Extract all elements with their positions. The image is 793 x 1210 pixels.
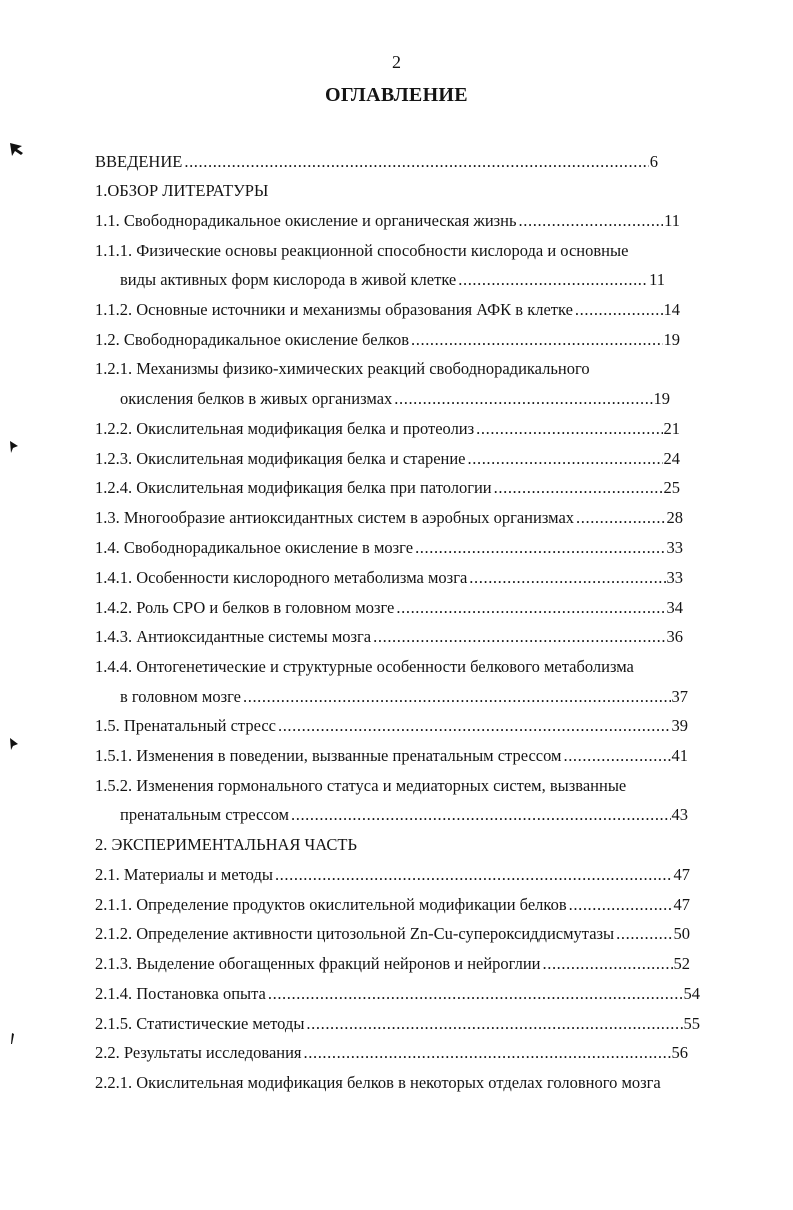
toc-entry[interactable]: 1.2.4. Окислительная модификация белка при патологии ..... 25 bbox=[95, 478, 680, 504]
toc-entry[interactable]: 1.5.1. Изменения в поведении, вызванные пренатальным стрессом ..... 41 bbox=[95, 746, 688, 772]
toc-entry[interactable]: 1.2.2. Окислительная модификация белка и протеолиз ..... 21 bbox=[95, 419, 680, 445]
scan-mark-icon bbox=[8, 737, 20, 751]
page-title: ОГЛАВЛЕНИЕ bbox=[325, 84, 468, 106]
toc-entry[interactable]: 2.2. Результаты исследования ..... 56 bbox=[95, 1043, 688, 1069]
toc-entry[interactable]: 2.1.1. Определение продуктов окислительной модификации белков ..... 47 bbox=[95, 895, 690, 921]
scan-mark-icon bbox=[8, 142, 26, 158]
toc-entry[interactable]: 2.1.3. Выделение обогащенных фракций нейронов и нейроглии ..... 52 bbox=[95, 954, 690, 980]
toc-entry[interactable]: 2.1. Материалы и методы ..... 47 bbox=[95, 865, 690, 891]
toc-section-heading[interactable]: 2. ЭКСПЕРИМЕНТАЛЬНАЯ ЧАСТЬ bbox=[95, 835, 357, 854]
page-number: 2 bbox=[392, 52, 401, 72]
toc-entry[interactable]: 2.1.5. Статистические методы ..... 55 bbox=[95, 1014, 700, 1040]
toc-entry[interactable]: ВВЕДЕНИЕ ..... 6 bbox=[95, 152, 658, 178]
toc-entry[interactable]: 1.1.2. Основные источники и механизмы образования АФК в клетке ..... 14 bbox=[95, 300, 680, 326]
toc-entry-continuation[interactable]: виды активных форм кислорода в живой клетке ..... 11 bbox=[120, 270, 665, 296]
toc-entry[interactable]: 1.1. Свободнорадикальное окисление и органическая жизнь ..... 11 bbox=[95, 211, 680, 237]
toc-entry[interactable]: 1.4.3. Антиоксидантные системы мозга ..... 36 bbox=[95, 627, 683, 653]
toc-entry[interactable]: 1.5. Пренатальный стресс ..... 39 bbox=[95, 716, 688, 742]
toc-entry-continuation[interactable]: в головном мозге ..... 37 bbox=[120, 687, 688, 713]
toc-entry[interactable]: 1.3. Многообразие антиоксидантных систем в аэробных организмах ..... 28 bbox=[95, 508, 683, 534]
toc-entry[interactable]: 2.2.1. Окислительная модификация белков в некоторых отделах головного мозга bbox=[95, 1073, 661, 1092]
toc-entry[interactable]: 2.1.2. Определение активности цитозольной Zn-Cu-супероксиддисмутазы ..... 50 bbox=[95, 924, 690, 950]
toc-entry[interactable]: 2.1.4. Постановка опыта ..... 54 bbox=[95, 984, 700, 1010]
toc-entry[interactable]: 1.2.1. Механизмы физико-химических реакций свободнорадикального bbox=[95, 359, 590, 378]
toc-entry[interactable]: 1.5.2. Изменения гормонального статуса и медиаторных систем, вызванные bbox=[95, 776, 627, 795]
toc-entry[interactable]: 1.4.4. Онтогенетические и структурные особенности белкового метаболизма bbox=[95, 657, 634, 676]
toc-entry[interactable]: 1.4.1. Особенности кислородного метаболизма мозга ..... 33 bbox=[95, 568, 683, 594]
toc-entry[interactable]: 1.2.3. Окислительная модификация белка и старение ..... 24 bbox=[95, 449, 680, 475]
toc-entry-continuation[interactable]: пренатальным стрессом ..... 43 bbox=[120, 805, 688, 831]
toc-section-heading[interactable]: 1.ОБЗОР ЛИТЕРАТУРЫ bbox=[95, 181, 269, 200]
toc-entry[interactable]: 1.2. Свободнорадикальное окисление белков ..... 19 bbox=[95, 330, 680, 356]
toc-entry[interactable]: 1.4.2. Роль СРО и белков в головном мозге ..... 34 bbox=[95, 598, 683, 624]
scan-mark-icon bbox=[9, 1032, 15, 1046]
scan-mark-icon bbox=[8, 440, 20, 454]
toc-entry[interactable]: 1.4. Свободнорадикальное окисление в мозге ..... 33 bbox=[95, 538, 683, 564]
toc-entry[interactable]: 1.1.1. Физические основы реакционной способности кислорода и основные bbox=[95, 241, 629, 260]
toc-entry-continuation[interactable]: окисления белков в живых организмах ..... 19 bbox=[120, 389, 670, 415]
